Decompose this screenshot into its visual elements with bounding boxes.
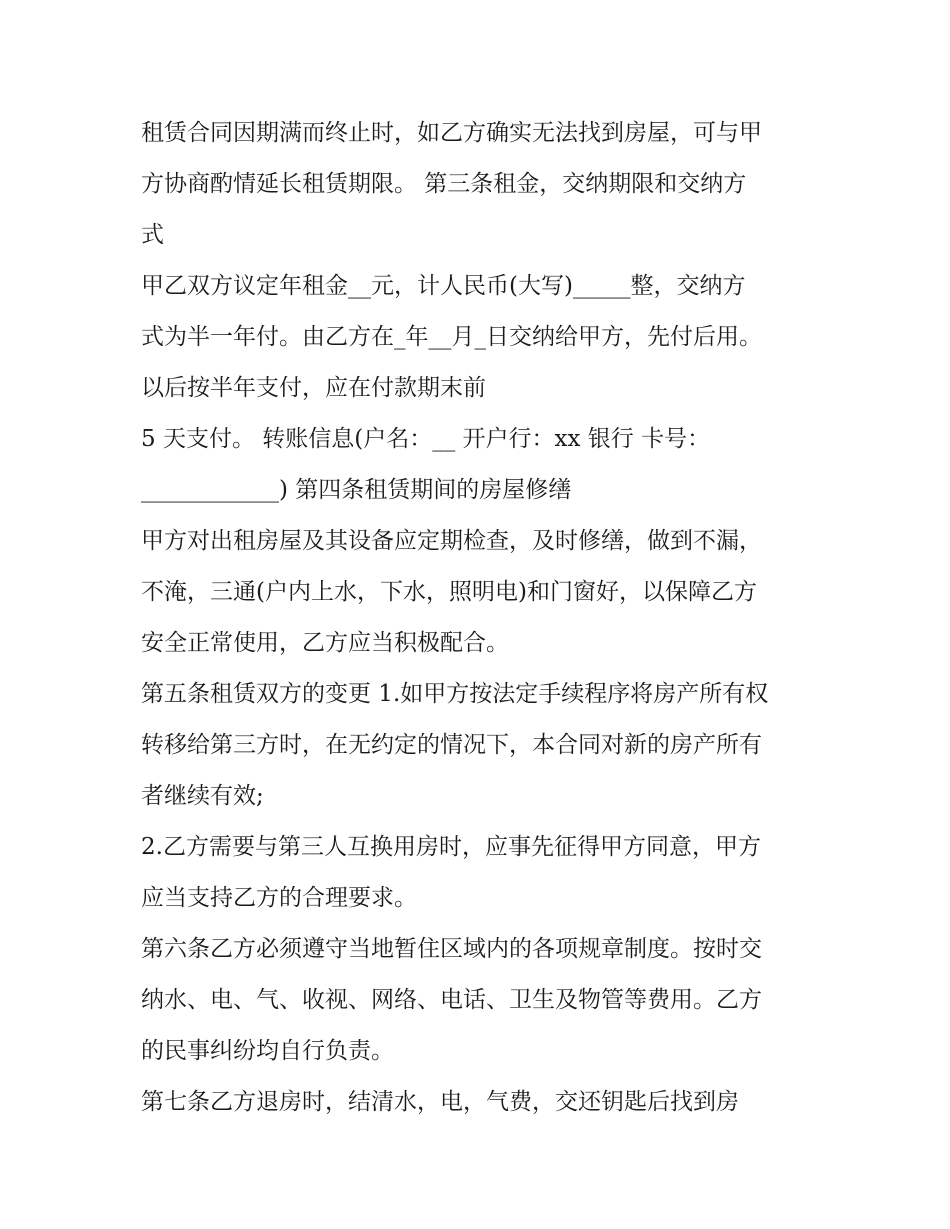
text-line: 纳水、电、气、收视、网络、电话、卫生及物管等费用。乙方 [141,987,762,1013]
text-line: 应当支持乙方的合理要求。 [141,885,417,911]
text-line: 方协商酌情延长租赁期限。 第三条租金，交纳期限和交纳方 [141,171,747,197]
text-line: 第六条乙方必须遵守当地暂住区域内的各项规章制度。按时交 [141,936,762,962]
text-line: ____________) 第四条租赁期间的房屋修缮 [141,477,572,503]
text-line: 甲方对出租房屋及其设备应定期检查，及时修缮，做到不漏， [141,528,762,554]
text-line: 式为半一年付。由乙方在_年__月_日交纳给甲方，先付后用。 [141,324,762,350]
text-line: 的民事纠纷均自行负责。 [141,1038,394,1064]
text-line: 不淹，三通(户内上水，下水，照明电)和门窗好，以保障乙方 [141,579,757,605]
text-line: 2.乙方需要与第三人互换用房时，应事先征得甲方同意，甲方 [141,834,761,860]
text-line: 5 天支付。 转账信息(户名：__ 开户行：xx 银行 卡号： [141,426,711,452]
text-line: 租赁合同因期满而终止时，如乙方确实无法找到房屋，可与甲 [141,120,762,146]
text-line: 甲乙双方议定年租金__元，计人民币(大写)_____整，交纳方 [141,273,746,299]
text-line: 者继续有效; [141,783,264,809]
contract-text [141,108,821,1128]
text-line: 式 [141,222,164,248]
text-line: 第五条租赁双方的变更 1.如甲方按法定手续程序将房产所有权 [141,681,769,707]
text-line: 第七条乙方退房时，结清水，电，气费，交还钥匙后找到房 [141,1089,739,1115]
text-line: 安全正常使用，乙方应当积极配合。 [141,630,509,656]
text-line: 以后按半年支付，应在付款期末前 [141,375,486,401]
text-line: 转移给第三方时，在无约定的情况下，本合同对新的房产所有 [141,732,762,758]
